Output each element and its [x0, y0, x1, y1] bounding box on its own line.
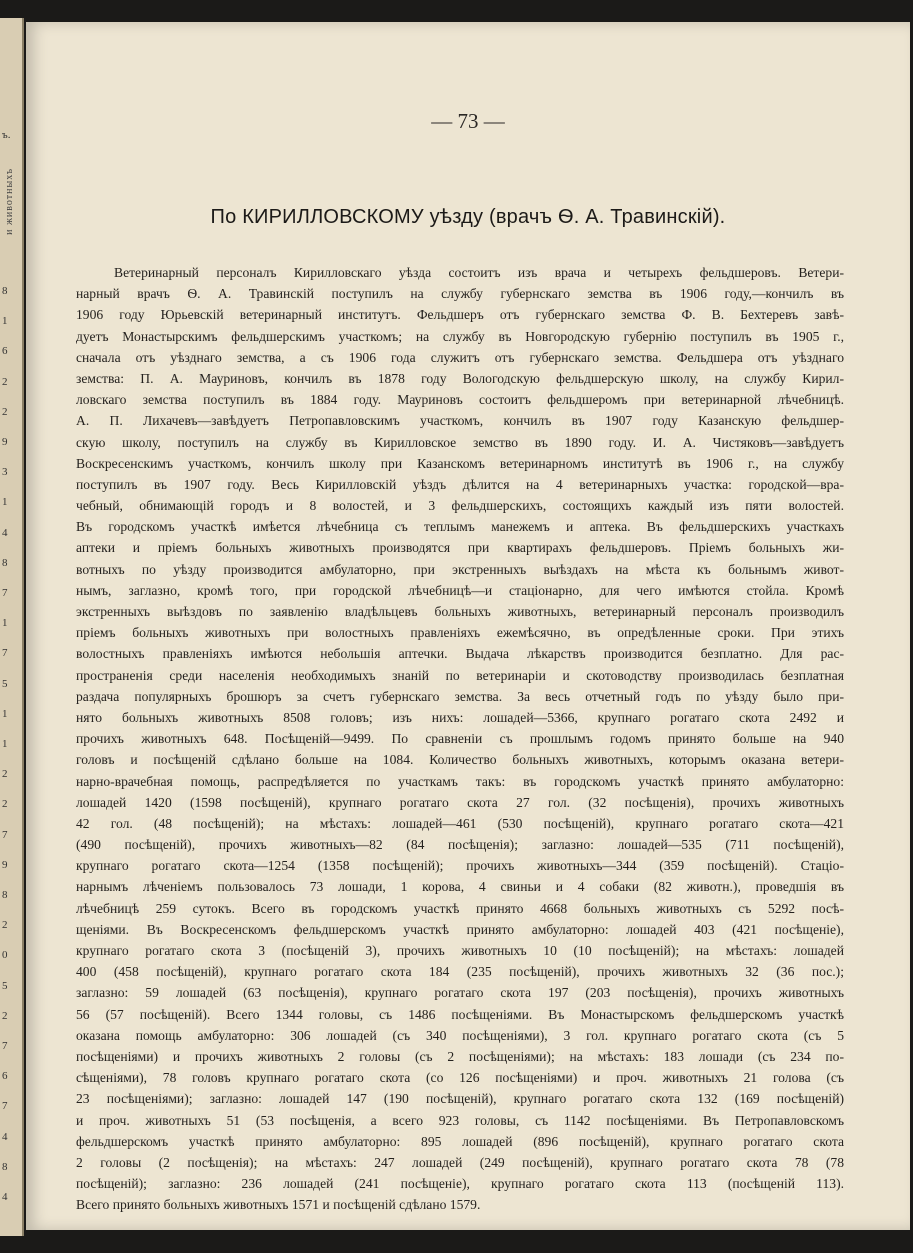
margin-number: 2 [2, 798, 8, 811]
text-line: и проч. животныхъ 51 (53 посѣщенія, а всего 923 головы, съ 1142 посѣщеніями. Въ Петропавловскомъ [76, 1112, 844, 1128]
text-line: 400 (458 посѣщеній), крупнаго рогатаго скота 184 (235 посѣщеній), прочихъ животныхъ 32 (36 пос.); [76, 964, 844, 980]
text-line: аптеки и пріемъ больныхъ животныхъ производятся при квартирахъ фельдшеровъ. Пріемъ больныхъ жи- [76, 540, 844, 556]
text-line: Въ городскомъ участкѣ имѣется лѣчебница съ теплымъ манежемъ и аптека. Въ фельдшерскихъ участкахъ [76, 519, 844, 535]
margin-number: 7 [2, 1040, 8, 1052]
text-line: 2 головы (2 посѣщенія); на мѣстахъ: 247 лошадей (249 посѣщеній), крупнаго рогатаго скота 78 (78 [76, 1154, 844, 1170]
text-line: лошадей 1420 (1598 посѣщеній), крупнаго рогатаго скота 27 гол. (32 посѣщенія), прочихъ животныхъ [76, 794, 844, 810]
text-line: лѣчебницѣ 259 сутокъ. Всего въ городскомъ участкѣ принято 4668 больныхъ животныхъ съ 5292 посѣ- [76, 900, 844, 916]
text-line: сначала отъ уѣзднаго земства, а съ 1906 года служитъ отъ губернскаго земства. Фельдшера отъ уѣзднаго [76, 349, 844, 365]
previous-page-edge [0, 18, 24, 1236]
text-line: 1906 году Юрьевскій ветеринарный институтъ. Фельдшеръ отъ губернскаго земства Ф. В. Бехтеревъ завѣ- [76, 307, 844, 323]
text-line: Воскресенскимъ участкомъ, кончилъ школу при Казанскомъ ветеринарномъ институтѣ въ 1906 г., на службу [76, 455, 844, 471]
text-line: чебный, обнимающій городъ и 8 волостей, и 3 фельдшерскихъ, состоящихъ каждый изъ пяти волостей. [76, 498, 844, 514]
text-line: нарно-врачебная помощь, распредѣляется по участкамъ такъ: въ городскомъ участкѣ принято амбулаторно: [76, 773, 844, 789]
text-line: нымъ, заглазно, кромѣ того, при городской лѣчебницѣ—и стаціонарно, для чего имѣются стойла. Кромѣ [76, 582, 844, 598]
text-line: нято больныхъ животныхъ 8508 головъ; изъ нихъ: лошадей—5366, крупнаго рогатаго скота 2492 и [76, 709, 844, 725]
text-line: (490 посѣщеній), прочихъ животныхъ—82 (84 посѣщенія); заглазно: лошадей—535 (711 посѣщеній), [76, 837, 844, 853]
text-line: прочихъ животныхъ 648. Посѣщеній—9499. По сравненіи съ прошлымъ годомъ принято больше на 940 [76, 731, 844, 747]
margin-number: 5 [2, 979, 8, 992]
text-line: нарнымъ лѣченіемъ пользовалось 73 лошади, 1 корова, 4 свиньи и 4 собаки (82 животн.), проведшія въ [76, 879, 844, 895]
margin-fragment: ъ. [2, 129, 11, 141]
text-line: скую школу, поступилъ на службу въ Кирилловское земство въ 1890 году. И. А. Чистяковъ—завѣдуетъ [76, 434, 844, 450]
margin-number: 1 [2, 496, 8, 509]
text-line: оказана помощь амбулаторно: 306 лошадей (съ 340 посѣщеніями), 3 гол. крупнаго рогатаго скота (съ 5 [76, 1027, 844, 1043]
margin-number: 2 [2, 375, 8, 388]
margin-number: 2 [2, 405, 8, 418]
text-line: крупнаго рогатаго скота—1254 (1358 посѣщеній); прочихъ животныхъ—344 (359 посѣщеній). Стаціо- [76, 858, 844, 874]
margin-number: 2 [2, 1009, 8, 1022]
margin-number: 8 [2, 889, 8, 901]
margin-number: 2 [2, 768, 8, 781]
margin-number: 1 [2, 315, 8, 328]
margin-number: 8 [2, 285, 8, 297]
text-line: фельдшерскомъ участкѣ принято амбулаторно: 895 лошадей (896 посѣщеній), крупнаго рогатаго скота [76, 1133, 844, 1149]
text-line: земства: П. А. Мауриновъ, кончилъ въ 1878 году Вологодскую фельдшерскую школу, на службу Кирил- [76, 370, 844, 386]
margin-number: 6 [2, 345, 8, 358]
text-line: вотныхъ по уѣзду производится амбулаторно, при экстренныхъ выѣздахъ на мѣста къ больнымъ живот- [76, 561, 844, 577]
text-line: посѣщеніями) и прочихъ животныхъ 2 головы (съ 2 посѣщеніями); на мѣстахъ: 183 лошади (съ 234 по- [76, 1048, 844, 1064]
margin-rotated-text: и животныхъ [4, 168, 15, 235]
margin-number: 2 [2, 919, 8, 932]
section-title: По КИРИЛЛОВСКОМУ уѣзду (врачъ Ѳ. А. Травинскій). [210, 206, 726, 228]
margin-number: 3 [2, 466, 8, 479]
margin-number: 4 [2, 526, 8, 539]
text-line: заглазно: 59 лошадей (63 посѣщенія), крупнаго рогатаго скота 197 (203 посѣщенія), прочихъ животныхъ [76, 985, 844, 1001]
text-line: 23 посѣщеніями); заглазно: лошадей 147 (190 посѣщеній), крупнаго рогатаго скота 132 (169 посѣщеній) [76, 1091, 844, 1107]
text-line: 42 гол. (48 посѣщеній); на мѣстахъ: лошадей—461 (530 посѣщеній), крупнаго рогатаго скота—421 [76, 815, 844, 831]
margin-number: 1 [2, 617, 8, 630]
text-line: ловскаго земства поступилъ въ 1884 году. Мауриновъ состоитъ фельдшеромъ при ветеринарной лѣчебницѣ. [76, 392, 844, 408]
margin-number: 8 [2, 1160, 8, 1173]
margin-number: 7 [2, 1100, 8, 1113]
margin-number: 4 [2, 1191, 8, 1203]
margin-number: 9 [2, 436, 8, 448]
text-line: нарный врачъ Ѳ. А. Травинскій поступилъ на службу губернскаго земства въ 1906 году,—кончилъ въ [76, 286, 844, 302]
text-line: 56 (57 посѣщеній). Всего 1344 головы, съ 1486 посѣщеніями. Въ Монастырскомъ фельдшерскомъ участкѣ [76, 1006, 844, 1022]
margin-number: 5 [2, 677, 8, 690]
margin-number: 9 [2, 858, 8, 871]
text-line: Всего принято больныхъ животныхъ 1571 и посѣщеній сдѣлано 1579. [76, 1197, 481, 1213]
text-line: щеніями. Въ Воскресенскомъ фельдшерскомъ участкѣ принято амбулаторно: лошадей 403 (421 посѣщеніе), [76, 921, 844, 937]
margin-number: 1 [2, 707, 8, 720]
text-line: экстренныхъ выѣздовъ по заявленію владѣльцевъ больныхъ животныхъ, ветеринарный персоналъ производилъ [76, 604, 844, 619]
text-line: пространенія среди населенія необходимыхъ знаній по ветеринаріи и скотоводству производилась безплатная [76, 667, 844, 683]
text-line: А. П. Лихачевъ—завѣдуетъ Петропавловскимъ участкомъ, кончилъ въ 1907 году Казанскую фельдшер- [76, 413, 844, 429]
text-line: Ветеринарный персоналъ Кирилловскаго уѣзда состоитъ изъ врача и четырехъ фельдшеровъ. Ветери- [114, 265, 844, 280]
text-line: дуетъ Монастырскимъ фельдшерскимъ участкомъ; на службу въ Новгородскую губернію поступилъ въ 1905 г., [76, 328, 844, 344]
text-line: раздача популярныхъ брошюръ за счетъ губернскаго земства. За весь отчетный годъ по уѣзду было при- [76, 688, 844, 704]
margin-number: 6 [2, 1070, 8, 1083]
text-line: пріемъ больныхъ животныхъ при волостныхъ правленіяхъ ежемѣсячно, въ опредѣленные сроки. При этихъ [76, 625, 844, 641]
body-paragraph [76, 262, 844, 1215]
page-number: — 73 — [431, 109, 505, 133]
document-page [26, 22, 910, 1230]
margin-number: 4 [2, 1130, 8, 1143]
text-line: посѣщеній); заглазно: 236 лошадей (241 посѣщеніе), крупнаго рогатаго скота 113 (посѣщеній 113). [76, 1176, 844, 1192]
text-line: крупнаго рогатаго скота 3 (посѣщеній 3), прочихъ животныхъ 10 (10 посѣщеній); на мѣстахъ: лошадей [76, 943, 844, 958]
text-line: головъ и посѣщеній сдѣлано больше на 1084. Количество больныхъ животныхъ, которымъ оказана ветери- [76, 752, 844, 768]
text-line: сѣщеніями), 78 головъ крупнаго рогатаго скота (со 126 посѣщеніями) и проч. животныхъ 21 голова (съ [76, 1070, 844, 1086]
margin-number: 7 [2, 647, 8, 660]
text-line: поступилъ въ 1907 году. Весь Кирилловскій уѣздъ дѣлится на 4 ветеринарныхъ участка: городской—вра- [76, 476, 844, 492]
margin-number: 7 [2, 587, 8, 599]
margin-number: 1 [2, 738, 8, 750]
text-line: волостныхъ правленіяхъ имѣются небольшія аптечки. Выдача лѣкарствъ производится безплатно. Для рас- [76, 646, 844, 662]
margin-number: 0 [2, 949, 8, 962]
margin-number: 7 [2, 828, 8, 841]
margin-number: 8 [2, 556, 8, 569]
